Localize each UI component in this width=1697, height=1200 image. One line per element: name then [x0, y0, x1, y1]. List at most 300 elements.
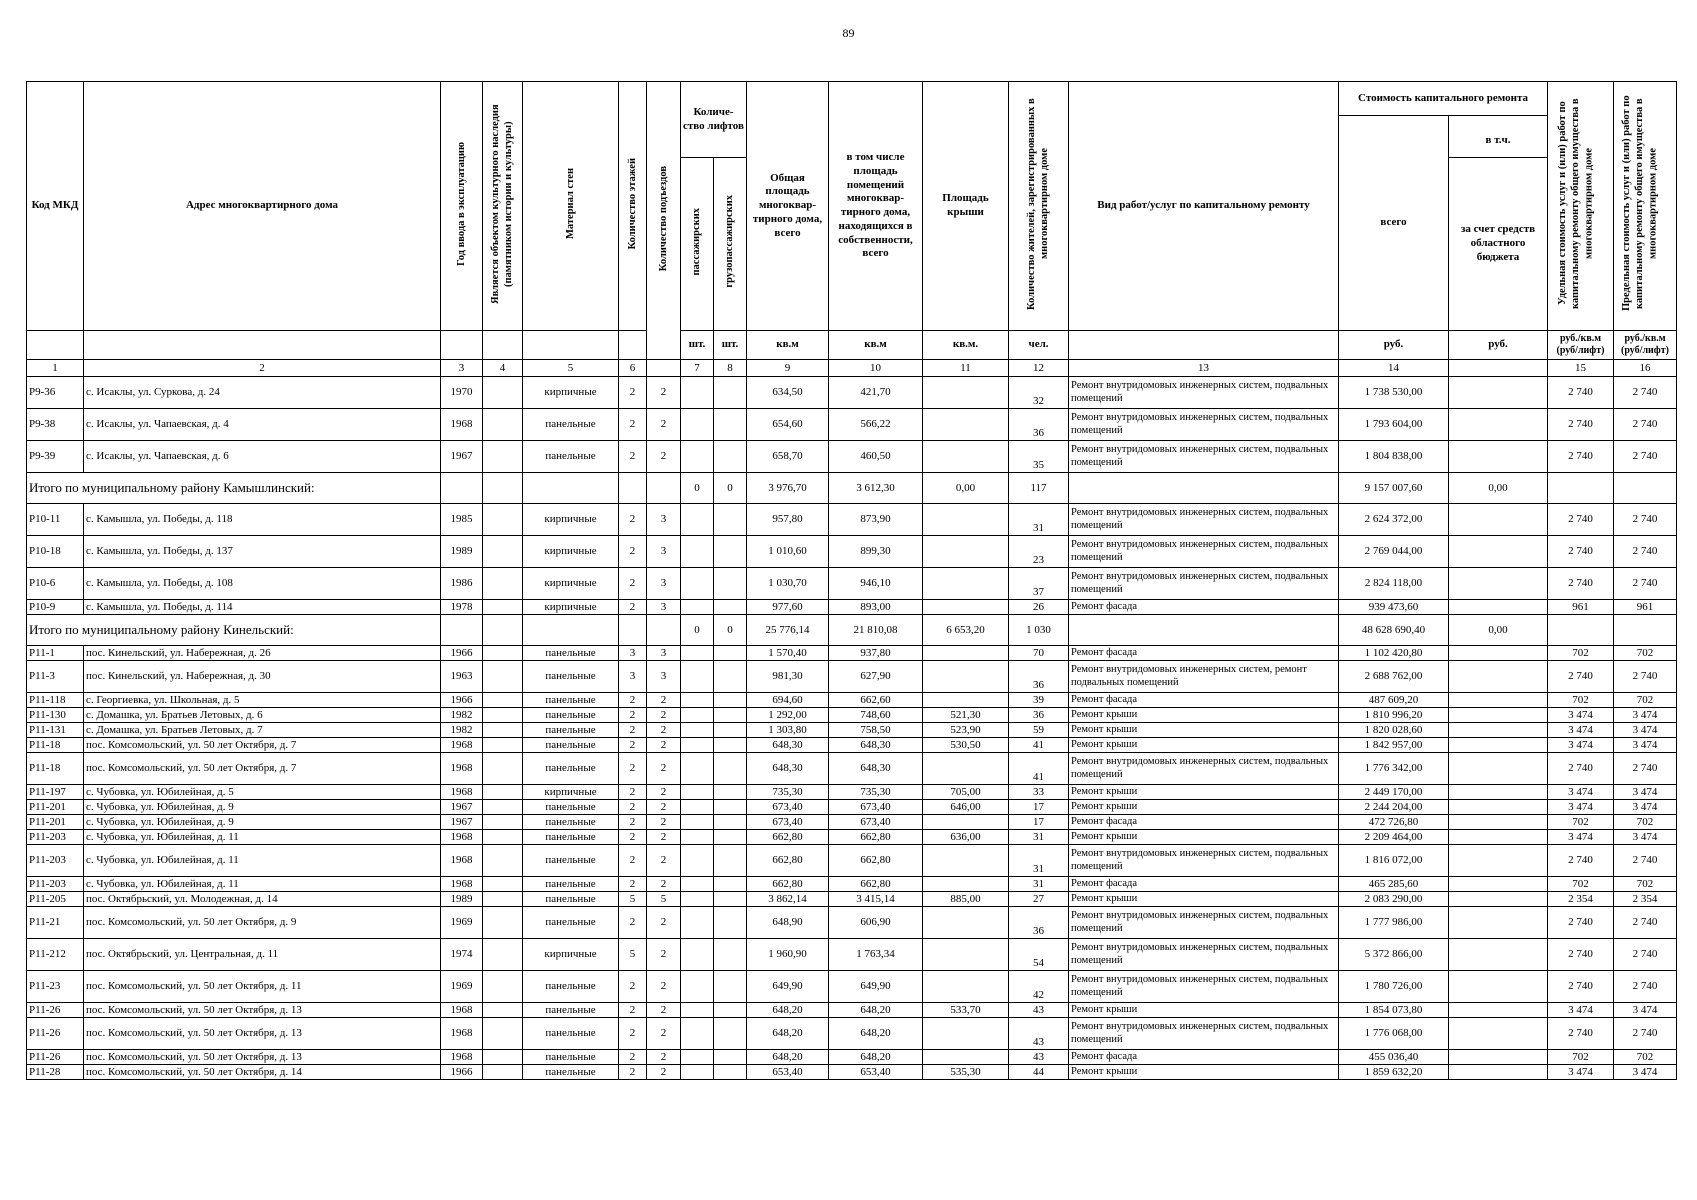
- cell-entrances: 2: [647, 815, 681, 830]
- cell-max-cost: 3 474: [1614, 800, 1677, 815]
- cell-lifts-cargo: [714, 753, 747, 785]
- units-area-owned: кв.м: [829, 331, 923, 360]
- cell-area-total: 653,40: [747, 1065, 829, 1080]
- cell-floors: 3: [619, 646, 647, 661]
- cell-year: 1966: [441, 646, 483, 661]
- cell-code: Р11-23: [27, 971, 84, 1003]
- cell-lifts-cargo: [714, 409, 747, 441]
- cell-residents: 59: [1009, 723, 1069, 738]
- cell-lifts-passenger: [681, 877, 714, 892]
- cell-lifts-passenger: [681, 661, 714, 693]
- column-numbers-row: [27, 360, 1677, 377]
- cell-address: пос. Октябрьский, ул. Центральная, д. 11: [84, 939, 441, 971]
- cell-address: с. Георгиевка, ул. Школьная, д. 5: [84, 693, 441, 708]
- cell-max-cost: 2 740: [1614, 536, 1677, 568]
- cell-residents: 27: [1009, 892, 1069, 907]
- cell-floors: 2: [619, 1065, 647, 1080]
- cell-walls: панельные: [523, 877, 619, 892]
- cell-code: Р11-203: [27, 877, 84, 892]
- cell-area-total: 662,80: [747, 830, 829, 845]
- cell-unit-cost: 3 474: [1548, 738, 1614, 753]
- cell-unit-cost: 702: [1548, 877, 1614, 892]
- cell-lifts-cargo: [714, 693, 747, 708]
- cell-residents: 70: [1009, 646, 1069, 661]
- cell-entrances: 3: [647, 568, 681, 600]
- cell-floors: 2: [619, 800, 647, 815]
- cell-max-cost: 2 740: [1614, 907, 1677, 939]
- cell-heritage: [483, 723, 523, 738]
- header-roof-area: Площадь крыши: [923, 82, 1009, 331]
- units-lifts-passenger: шт.: [681, 331, 714, 360]
- cell-cost: 2 769 044,00: [1339, 536, 1449, 568]
- cell-area-total: 662,80: [747, 845, 829, 877]
- cell-unit-cost: 2 740: [1548, 377, 1614, 409]
- header-walls: [523, 82, 619, 331]
- header-lifts-cargo-label: грузопассажирских: [724, 195, 736, 288]
- cell-cost: 1 810 996,20: [1339, 708, 1449, 723]
- cell-lifts-cargo: [714, 1018, 747, 1050]
- cell-lifts-passenger: [681, 723, 714, 738]
- cell-unit-cost: 2 740: [1548, 409, 1614, 441]
- cell-heritage: [483, 738, 523, 753]
- cell-floors: 2: [619, 971, 647, 1003]
- cell-area-total: 648,20: [747, 1018, 829, 1050]
- units-floors: [619, 331, 647, 360]
- cell-address: с. Камышла, ул. Победы, д. 137: [84, 536, 441, 568]
- header-unit-cost-label: Удельная стоимость услуг и (или) работ по капитальному ремонту общего имущества в многоквартирном доме: [1556, 98, 1594, 309]
- cell-lifts-cargo: [714, 1065, 747, 1080]
- cell-area-owned: 566,22: [829, 409, 923, 441]
- table-row: [27, 800, 1677, 815]
- cell-year: 1974: [441, 939, 483, 971]
- total-max-cost: [1614, 615, 1677, 646]
- cell-year: 1968: [441, 1050, 483, 1065]
- cell-roof-area: [923, 377, 1009, 409]
- table-row: [27, 907, 1677, 939]
- units-lifts-cargo: шт.: [714, 331, 747, 360]
- cell-residents: 36: [1009, 708, 1069, 723]
- cell-year: 1968: [441, 830, 483, 845]
- cell-entrances: 2: [647, 785, 681, 800]
- cell-cost: 1 776 342,00: [1339, 753, 1449, 785]
- cell-cost-region: [1449, 1003, 1548, 1018]
- cell-work: Ремонт внутридомовых инженерных систем, подвальных помещений: [1069, 504, 1339, 536]
- column-number: 1: [27, 360, 84, 377]
- cell-code: Р11-201: [27, 815, 84, 830]
- cell-area-owned: 662,80: [829, 830, 923, 845]
- cell-year: 1968: [441, 877, 483, 892]
- cell-max-cost: 3 474: [1614, 1065, 1677, 1080]
- cell-entrances: 3: [647, 504, 681, 536]
- header-cost: Стоимость капитального ремонта: [1339, 82, 1548, 116]
- cell-cost: 5 372 866,00: [1339, 939, 1449, 971]
- total-unit-cost: [1548, 473, 1614, 504]
- cell-residents: 31: [1009, 845, 1069, 877]
- header-year: [441, 82, 483, 331]
- cell-lifts-cargo: [714, 536, 747, 568]
- page-number: 89: [842, 26, 855, 40]
- cell-address: пос. Кинельский, ул. Набережная, д. 26: [84, 646, 441, 661]
- table-row: [27, 892, 1677, 907]
- cell-cost-region: [1449, 1050, 1548, 1065]
- cell-year: 1978: [441, 600, 483, 615]
- cell-residents: 31: [1009, 877, 1069, 892]
- header-walls-label: Материал стен: [564, 168, 576, 240]
- cell-residents: 41: [1009, 753, 1069, 785]
- cell-heritage: [483, 1003, 523, 1018]
- total-entrances: [647, 473, 681, 504]
- cell-roof-area: [923, 877, 1009, 892]
- cell-floors: 2: [619, 830, 647, 845]
- cell-walls: панельные: [523, 441, 619, 473]
- header-residents-label: Количество жителей, зарегистрированных в многоквартирном доме: [1025, 97, 1050, 310]
- cell-heritage: [483, 1050, 523, 1065]
- cell-year: 1969: [441, 907, 483, 939]
- cell-entrances: 2: [647, 800, 681, 815]
- cell-floors: 2: [619, 877, 647, 892]
- cell-heritage: [483, 646, 523, 661]
- cell-unit-cost: 2 740: [1548, 753, 1614, 785]
- cell-cost: 1 854 073,80: [1339, 1003, 1449, 1018]
- cell-residents: 32: [1009, 377, 1069, 409]
- cell-work: Ремонт внутридомовых инженерных систем, подвальных помещений: [1069, 409, 1339, 441]
- cell-lifts-passenger: [681, 504, 714, 536]
- cell-walls: кирпичные: [523, 504, 619, 536]
- cell-walls: панельные: [523, 753, 619, 785]
- cell-unit-cost: 2 740: [1548, 1018, 1614, 1050]
- total-lifts-passenger: 0: [681, 473, 714, 504]
- cell-work: Ремонт крыши: [1069, 892, 1339, 907]
- table-row: [27, 661, 1677, 693]
- cell-code: Р11-205: [27, 892, 84, 907]
- capital-repair-table: [26, 81, 1677, 1080]
- cell-max-cost: 2 740: [1614, 661, 1677, 693]
- table-row: [27, 815, 1677, 830]
- cell-lifts-passenger: [681, 1050, 714, 1065]
- total-area-total: 3 976,70: [747, 473, 829, 504]
- cell-lifts-passenger: [681, 845, 714, 877]
- total-year: [441, 615, 483, 646]
- cell-lifts-passenger: [681, 693, 714, 708]
- cell-roof-area: 705,00: [923, 785, 1009, 800]
- total-heritage: [483, 615, 523, 646]
- cell-walls: панельные: [523, 661, 619, 693]
- cell-entrances: 2: [647, 753, 681, 785]
- table-row: [27, 830, 1677, 845]
- total-floors: [619, 473, 647, 504]
- cell-cost: 1 738 530,00: [1339, 377, 1449, 409]
- cell-cost-region: [1449, 441, 1548, 473]
- column-number: 3: [441, 360, 483, 377]
- table-row: [27, 409, 1677, 441]
- cell-cost: 2 244 204,00: [1339, 800, 1449, 815]
- cell-unit-cost: 2 354: [1548, 892, 1614, 907]
- header-heritage: [483, 82, 523, 331]
- cell-cost: 1 793 604,00: [1339, 409, 1449, 441]
- cell-max-cost: 3 474: [1614, 830, 1677, 845]
- cell-lifts-cargo: [714, 800, 747, 815]
- cell-roof-area: [923, 971, 1009, 1003]
- cell-walls: панельные: [523, 738, 619, 753]
- cell-floors: 2: [619, 600, 647, 615]
- total-cost: 9 157 007,60: [1339, 473, 1449, 504]
- header-year-label: Год ввода в эксплуатацию: [455, 141, 467, 266]
- cell-lifts-cargo: [714, 1003, 747, 1018]
- cell-area-owned: 627,90: [829, 661, 923, 693]
- cell-area-owned: 1 763,34: [829, 939, 923, 971]
- cell-walls: панельные: [523, 830, 619, 845]
- cell-code: Р11-18: [27, 738, 84, 753]
- cell-area-total: 673,40: [747, 800, 829, 815]
- cell-heritage: [483, 568, 523, 600]
- cell-unit-cost: 702: [1548, 693, 1614, 708]
- cell-cost-region: [1449, 536, 1548, 568]
- cell-code: Р10-6: [27, 568, 84, 600]
- header-cost-total: всего: [1339, 116, 1449, 331]
- cell-work: Ремонт внутридомовых инженерных систем, подвальных помещений: [1069, 1018, 1339, 1050]
- cell-max-cost: 702: [1614, 646, 1677, 661]
- cell-floors: 2: [619, 1003, 647, 1018]
- cell-address: с. Камышла, ул. Победы, д. 108: [84, 568, 441, 600]
- cell-heritage: [483, 504, 523, 536]
- table-row: [27, 1003, 1677, 1018]
- cell-max-cost: 3 474: [1614, 785, 1677, 800]
- cell-area-total: 694,60: [747, 693, 829, 708]
- cell-walls: панельные: [523, 409, 619, 441]
- cell-year: 1970: [441, 377, 483, 409]
- cell-area-total: 1 030,70: [747, 568, 829, 600]
- cell-entrances: 5: [647, 892, 681, 907]
- cell-area-total: 648,30: [747, 738, 829, 753]
- cell-address: пос. Октябрьский, ул. Молодежная, д. 14: [84, 892, 441, 907]
- column-number: [1449, 360, 1548, 377]
- cell-area-owned: 648,20: [829, 1003, 923, 1018]
- cell-unit-cost: 961: [1548, 600, 1614, 615]
- cell-max-cost: 702: [1614, 815, 1677, 830]
- cell-address: пос. Комсомольский, ул. 50 лет Октября, д. 7: [84, 753, 441, 785]
- cell-work: Ремонт фасада: [1069, 877, 1339, 892]
- cell-cost: 1 842 957,00: [1339, 738, 1449, 753]
- cell-floors: 2: [619, 815, 647, 830]
- cell-cost-region: [1449, 738, 1548, 753]
- header-cost-region: за счет средств областного бюджета: [1449, 158, 1548, 331]
- cell-cost: 1 820 028,60: [1339, 723, 1449, 738]
- cell-floors: 3: [619, 661, 647, 693]
- cell-cost-region: [1449, 377, 1548, 409]
- header-residents: [1009, 82, 1069, 331]
- table-row: [27, 877, 1677, 892]
- table-row: [27, 753, 1677, 785]
- cell-area-total: 1 303,80: [747, 723, 829, 738]
- cell-address: пос. Комсомольский, ул. 50 лет Октября, д. 14: [84, 1065, 441, 1080]
- table-row: [27, 845, 1677, 877]
- cell-floors: 2: [619, 504, 647, 536]
- cell-address: пос. Комсомольский, ул. 50 лет Октября, д. 7: [84, 738, 441, 753]
- cell-entrances: 2: [647, 441, 681, 473]
- cell-year: 1966: [441, 693, 483, 708]
- cell-cost: 465 285,60: [1339, 877, 1449, 892]
- header-lifts: Количе-ство лифтов: [681, 82, 747, 158]
- cell-work: Ремонт внутридомовых инженерных систем, подвальных помещений: [1069, 536, 1339, 568]
- cell-entrances: 2: [647, 377, 681, 409]
- units-residents: чел.: [1009, 331, 1069, 360]
- column-number: [647, 360, 681, 377]
- cell-residents: 36: [1009, 409, 1069, 441]
- column-number: 4: [483, 360, 523, 377]
- cell-year: 1968: [441, 1018, 483, 1050]
- cell-lifts-passenger: [681, 536, 714, 568]
- header-entrances-label: Количество подъездов: [657, 165, 669, 271]
- cell-unit-cost: 3 474: [1548, 708, 1614, 723]
- cell-roof-area: [923, 1050, 1009, 1065]
- cell-cost-region: [1449, 708, 1548, 723]
- cell-cost: 487 609,20: [1339, 693, 1449, 708]
- cell-roof-area: [923, 504, 1009, 536]
- cell-code: Р11-197: [27, 785, 84, 800]
- cell-entrances: 2: [647, 971, 681, 1003]
- cell-roof-area: 636,00: [923, 830, 1009, 845]
- units-area-total: кв.м: [747, 331, 829, 360]
- cell-cost: 2 624 372,00: [1339, 504, 1449, 536]
- units-cost-region: руб.: [1449, 331, 1548, 360]
- cell-area-owned: 899,30: [829, 536, 923, 568]
- cell-entrances: 2: [647, 907, 681, 939]
- cell-floors: 2: [619, 723, 647, 738]
- units-work: [1069, 331, 1339, 360]
- cell-work: Ремонт внутридомовых инженерных систем, ремонт подвальных помещений: [1069, 661, 1339, 693]
- cell-entrances: 2: [647, 1065, 681, 1080]
- cell-cost: 1 777 986,00: [1339, 907, 1449, 939]
- cell-year: 1967: [441, 800, 483, 815]
- cell-area-owned: 758,50: [829, 723, 923, 738]
- cell-address: с. Домашка, ул. Братьев Летовых, д. 7: [84, 723, 441, 738]
- cell-lifts-cargo: [714, 785, 747, 800]
- cell-cost-region: [1449, 693, 1548, 708]
- units-walls: [523, 331, 619, 360]
- cell-lifts-cargo: [714, 939, 747, 971]
- cell-address: пос. Комсомольский, ул. 50 лет Октября, д. 11: [84, 971, 441, 1003]
- total-label: Итого по муниципальному району Камышлинский:: [27, 473, 441, 504]
- cell-walls: панельные: [523, 907, 619, 939]
- cell-code: Р10-9: [27, 600, 84, 615]
- cell-unit-cost: 3 474: [1548, 830, 1614, 845]
- cell-code: Р10-11: [27, 504, 84, 536]
- cell-cost-region: [1449, 1018, 1548, 1050]
- cell-area-total: 957,80: [747, 504, 829, 536]
- total-max-cost: [1614, 473, 1677, 504]
- cell-roof-area: [923, 661, 1009, 693]
- cell-cost: 1 776 068,00: [1339, 1018, 1449, 1050]
- cell-entrances: 2: [647, 877, 681, 892]
- cell-entrances: 3: [647, 536, 681, 568]
- table-row: [27, 568, 1677, 600]
- cell-code: Р11-3: [27, 661, 84, 693]
- table-row: [27, 504, 1677, 536]
- cell-work: Ремонт крыши: [1069, 785, 1339, 800]
- cell-code: Р11-28: [27, 1065, 84, 1080]
- cell-code: Р11-203: [27, 830, 84, 845]
- cell-lifts-passenger: [681, 971, 714, 1003]
- cell-cost: 2 688 762,00: [1339, 661, 1449, 693]
- cell-heritage: [483, 845, 523, 877]
- cell-area-total: 658,70: [747, 441, 829, 473]
- cell-floors: 2: [619, 785, 647, 800]
- cell-roof-area: 521,30: [923, 708, 1009, 723]
- cell-code: Р11-26: [27, 1018, 84, 1050]
- cell-floors: 2: [619, 753, 647, 785]
- cell-area-total: 654,60: [747, 409, 829, 441]
- header-address: Адрес многоквартирного дома: [84, 82, 441, 331]
- cell-area-owned: 662,80: [829, 845, 923, 877]
- cell-area-owned: 673,40: [829, 800, 923, 815]
- cell-year: 1968: [441, 738, 483, 753]
- cell-area-owned: 946,10: [829, 568, 923, 600]
- cell-heritage: [483, 877, 523, 892]
- cell-area-owned: 735,30: [829, 785, 923, 800]
- cell-heritage: [483, 892, 523, 907]
- cell-heritage: [483, 971, 523, 1003]
- table-row: [27, 708, 1677, 723]
- header-heritage-label: Является объектом культурного наследия (памятником истории и культуры): [489, 103, 514, 304]
- cell-max-cost: 2 740: [1614, 409, 1677, 441]
- cell-residents: 44: [1009, 1065, 1069, 1080]
- cell-roof-area: [923, 536, 1009, 568]
- cell-cost-region: [1449, 646, 1548, 661]
- cell-heritage: [483, 815, 523, 830]
- cell-work: Ремонт внутридомовых инженерных систем, подвальных помещений: [1069, 753, 1339, 785]
- cell-max-cost: 3 474: [1614, 1003, 1677, 1018]
- cell-lifts-passenger: [681, 785, 714, 800]
- cell-address: пос. Комсомольский, ул. 50 лет Октября, д. 13: [84, 1003, 441, 1018]
- cell-entrances: 2: [647, 738, 681, 753]
- cell-floors: 5: [619, 892, 647, 907]
- cell-residents: 41: [1009, 738, 1069, 753]
- cell-cost-region: [1449, 971, 1548, 1003]
- column-number: 5: [523, 360, 619, 377]
- cell-code: Р10-18: [27, 536, 84, 568]
- cell-cost-region: [1449, 815, 1548, 830]
- cell-work: Ремонт крыши: [1069, 800, 1339, 815]
- cell-lifts-cargo: [714, 877, 747, 892]
- table-body: [27, 377, 1677, 1080]
- units-year: [441, 331, 483, 360]
- cell-work: Ремонт крыши: [1069, 1065, 1339, 1080]
- table-row: [27, 693, 1677, 708]
- cell-code: Р11-1: [27, 646, 84, 661]
- total-residents: 117: [1009, 473, 1069, 504]
- column-number: 9: [747, 360, 829, 377]
- cell-lifts-cargo: [714, 815, 747, 830]
- total-work: [1069, 615, 1339, 646]
- cell-year: 1969: [441, 971, 483, 1003]
- cell-cost: 1 859 632,20: [1339, 1065, 1449, 1080]
- cell-code: Р11-26: [27, 1003, 84, 1018]
- cell-walls: панельные: [523, 892, 619, 907]
- cell-year: 1985: [441, 504, 483, 536]
- column-number: 16: [1614, 360, 1677, 377]
- cell-cost-region: [1449, 723, 1548, 738]
- cell-roof-area: 646,00: [923, 800, 1009, 815]
- cell-area-owned: 606,90: [829, 907, 923, 939]
- cell-entrances: 3: [647, 661, 681, 693]
- cell-lifts-passenger: [681, 800, 714, 815]
- cell-address: с. Исаклы, ул. Чапаевская, д. 4: [84, 409, 441, 441]
- cell-walls: кирпичные: [523, 939, 619, 971]
- cell-code: Р11-130: [27, 708, 84, 723]
- cell-cost: 1 780 726,00: [1339, 971, 1449, 1003]
- cell-lifts-cargo: [714, 441, 747, 473]
- table-row: [27, 1050, 1677, 1065]
